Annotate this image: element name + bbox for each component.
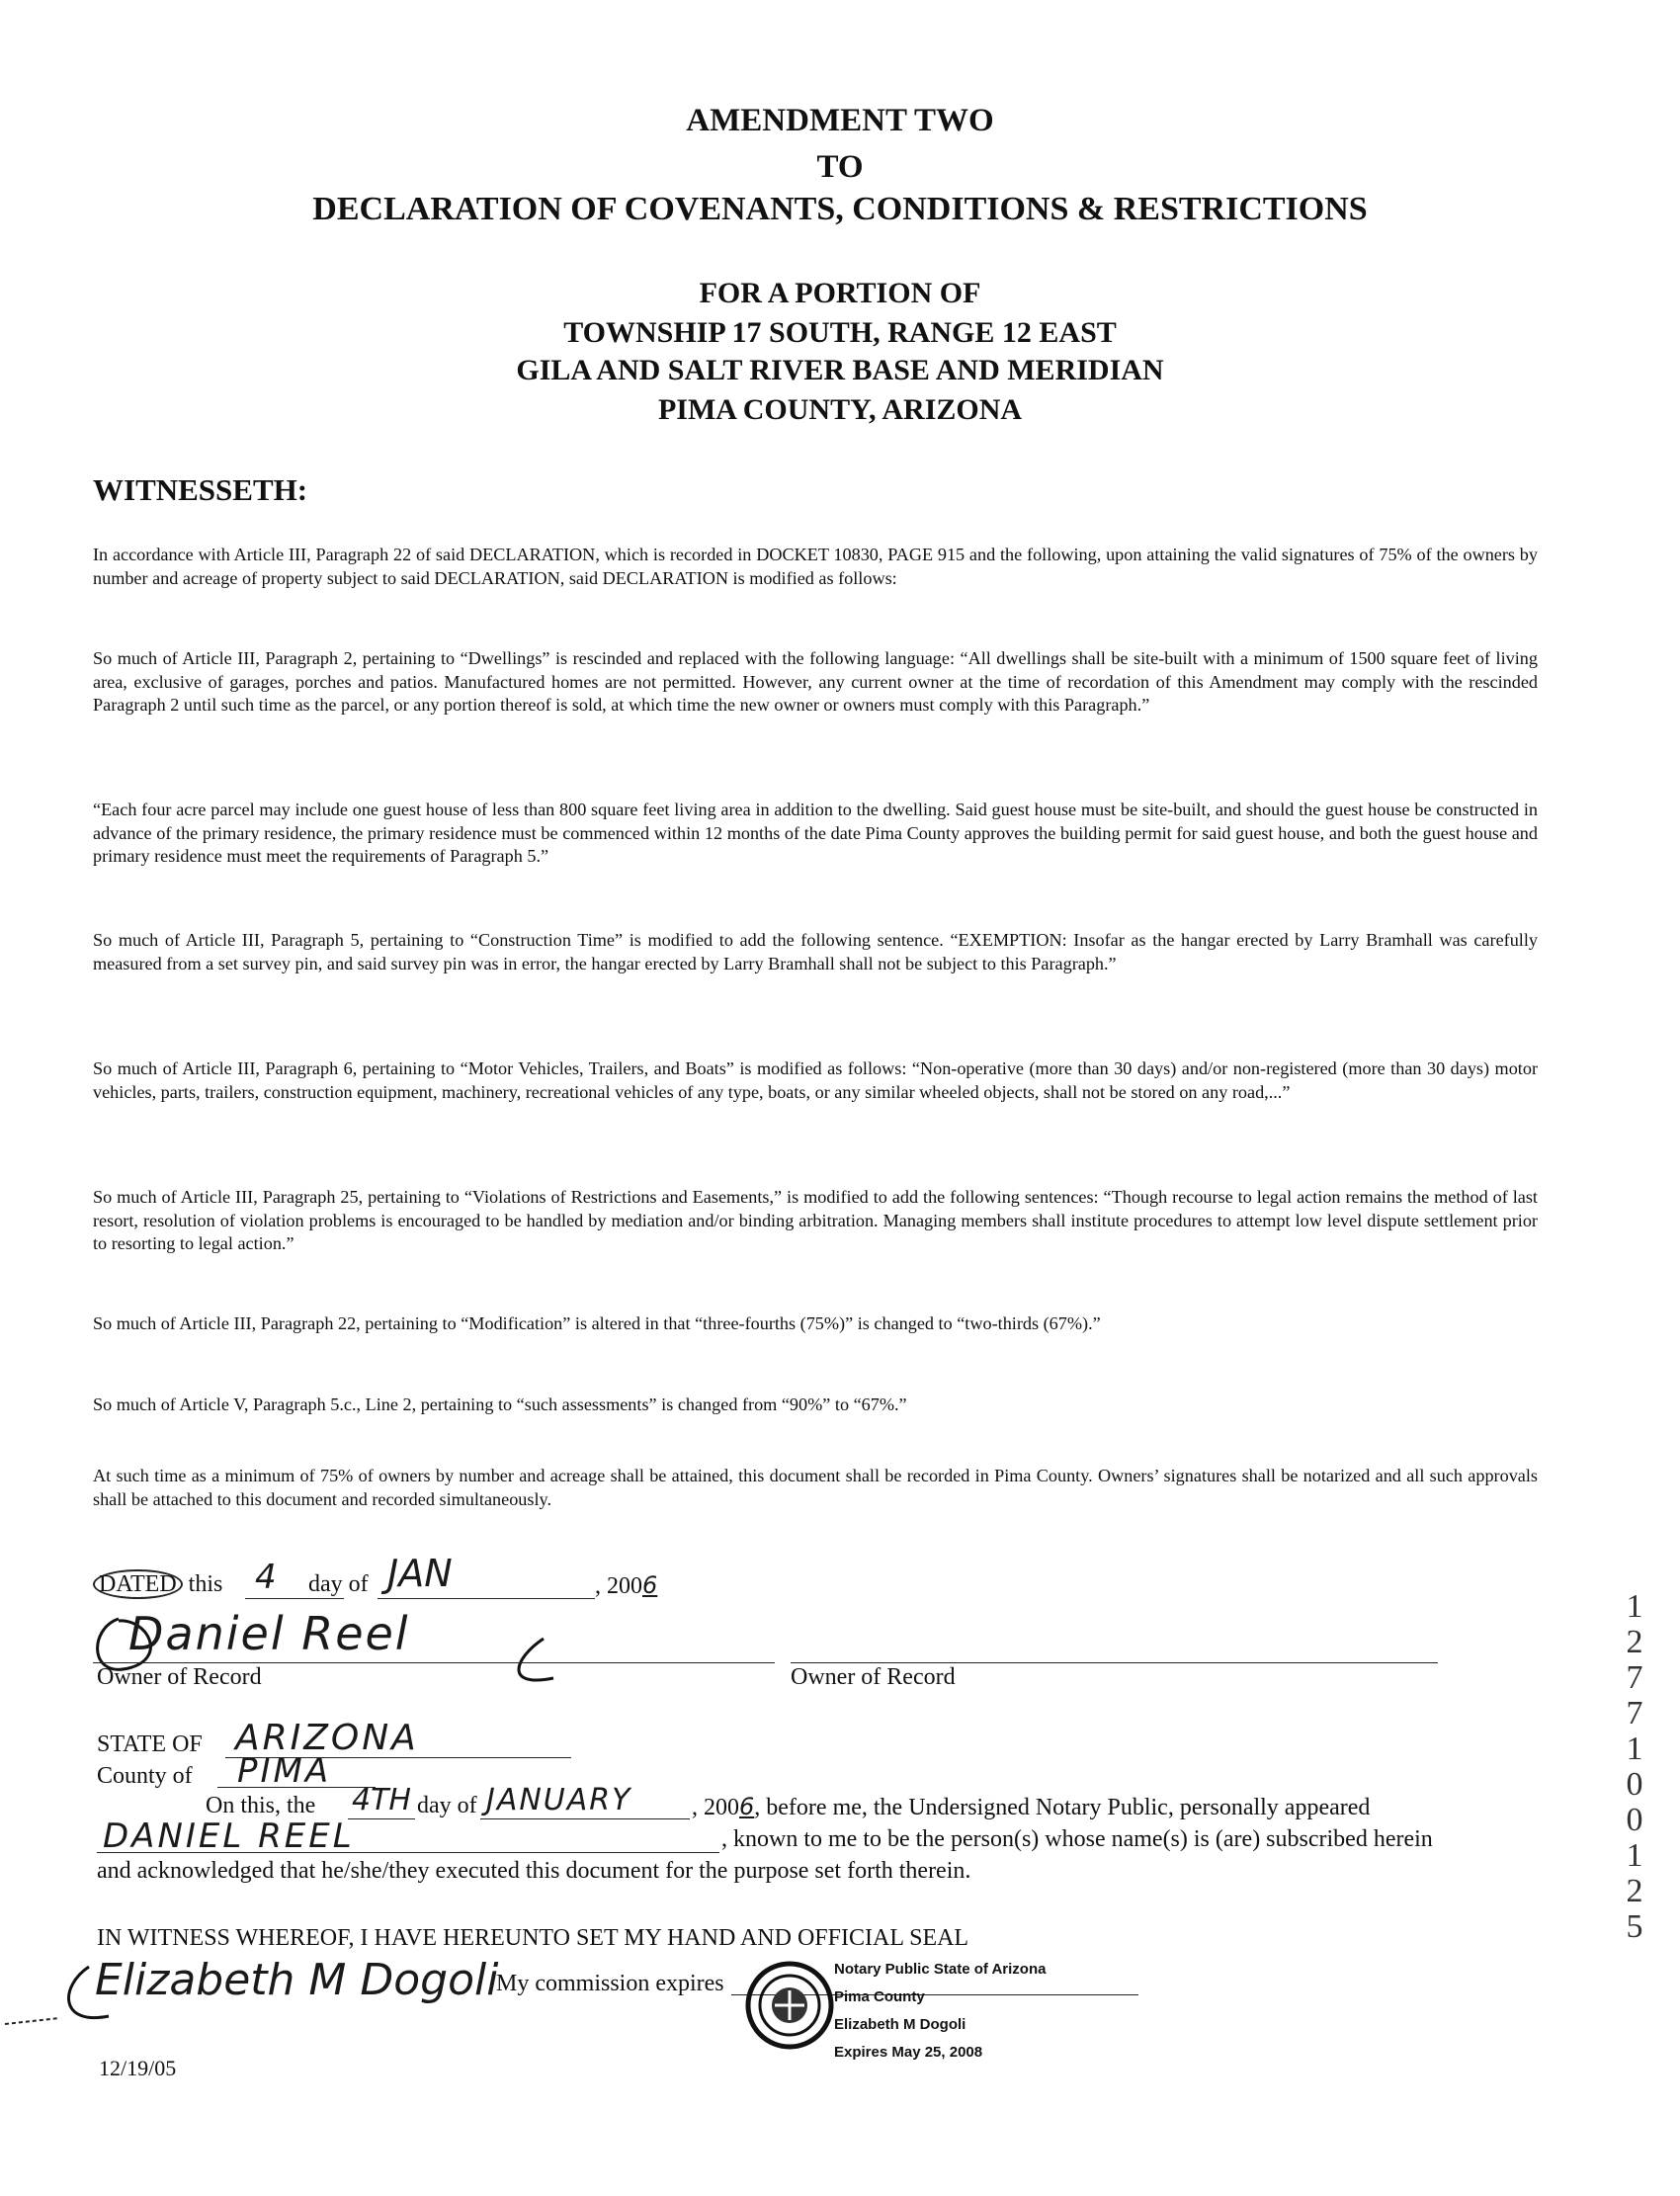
state-label: STATE OF — [97, 1731, 203, 1757]
county-label: County of — [97, 1763, 193, 1789]
owner-signature: Daniel Reel — [128, 1607, 410, 1660]
state-handwritten: ARIZONA — [235, 1718, 419, 1758]
recording-digit: 7 — [1626, 1659, 1643, 1696]
notary-year-digit: 6 — [739, 1793, 755, 1820]
witnesseth-heading: WITNESSETH: — [93, 472, 308, 507]
notary-year-line — [692, 1793, 1370, 1821]
document-title-line1: AMENDMENT TWO — [686, 103, 994, 138]
subtitle-line1: FOR A PORTION OF — [699, 277, 981, 309]
in-witness-text: IN WITNESS WHEREOF, I HAVE HEREUNTO SET MY HAND AND OFFICIAL SEAL — [97, 1925, 969, 1951]
dated-month-handwritten: JAN — [387, 1552, 453, 1595]
paragraph-motor-vehicles: So much of Article III, Paragraph 6, pertaining to “Motor Vehicles, Trailers, and Boats” is modified as follows: “Non-operative (more than 30 days) and/or non-registered (more than 30 days) motor vehicles, parts, trailers, construction equipment, machinery, recreational vehicles of any type, boats, or any similar wheeled objects, shall not be stored on any road,...” — [93, 1058, 1538, 1102]
day-of-label: day of — [308, 1571, 369, 1597]
year-prefix: , 200 — [595, 1573, 642, 1599]
dated-year — [595, 1571, 657, 1600]
recording-digit: 2 — [1626, 1873, 1643, 1909]
paragraph-guest-house: “Each four acre parcel may include one guest house of less than 800 square feet living area in addition to the dwelling. Said guest house must be site-built, and should the guest house be constructed in advance of the primary residence, the primary residence must be commenced within 12 months of the date Pima County approves the building permit for said guest house, and both the guest house and primary residence must meet the requirements of Paragraph 5.” — [93, 800, 1538, 866]
stamp-line3: Elizabeth M Dogoli — [834, 2016, 966, 2033]
appeared-person-handwritten: DANIEL REEL — [103, 1816, 355, 1856]
dated-line — [93, 1571, 222, 1598]
recording-digit: 1 — [1626, 1837, 1643, 1874]
commission-expires-label: My commission expires — [496, 1971, 724, 1996]
year-digit-handwritten: 6 — [642, 1571, 658, 1599]
paragraph-modification: So much of Article III, Paragraph 22, pertaining to “Modification” is altered in that “three-fourths (75%)” is changed to “two-thirds (67%).” — [93, 1313, 1101, 1333]
acknowledged-text: and acknowledged that he/she/they executed this document for the purpose set forth therein. — [97, 1858, 971, 1884]
county-handwritten: PIMA — [237, 1751, 332, 1791]
footer-date: 12/19/05 — [99, 2056, 177, 2080]
this-label: this — [188, 1571, 223, 1597]
recording-digit: 1 — [1626, 1588, 1643, 1625]
notary-year-prefix: , 200 — [692, 1795, 739, 1820]
dated-day-handwritten: 4 — [255, 1558, 277, 1597]
subtitle-line4: PIMA COUNTY, ARIZONA — [657, 393, 1023, 426]
recording-digit: 1 — [1626, 1731, 1643, 1767]
subtitle-line2: TOWNSHIP 17 SOUTH, RANGE 12 EAST — [563, 316, 1117, 349]
paragraph-recording: At such time as a minimum of 75% of owners by number and acreage shall be attained, this document shall be recorded in Pima County. Owners’ signatures shall be notarized and all such approvals shall be attached to this document and recorded simultaneously. — [93, 1466, 1538, 1509]
paragraph-intro: In accordance with Article III, Paragraph 22 of said DECLARATION, which is recorded in DOCKET 10830, PAGE 915 and the following, upon attaining the valid signatures of 75% of the owners by number and acreage of property subject to said DECLARATION, said DECLARATION is modified as follows: — [93, 545, 1538, 588]
recording-digit: 0 — [1626, 1766, 1643, 1803]
recording-digit: 2 — [1626, 1624, 1643, 1660]
notary-day-of-label: day of — [417, 1793, 477, 1818]
recording-digit: 7 — [1626, 1695, 1643, 1731]
paragraph-violations: So much of Article III, Paragraph 25, pertaining to “Violations of Restrictions and Easements,” is modified to add the following sentences: “Though recourse to legal action remains the method of last resort, resolution of violation problems is encouraged to be handled by mediation and/or binding arbitration. Managing members shall institute procedures to attempt low level dispute settlement prior to resorting to legal action.” — [93, 1187, 1538, 1253]
paragraph-dwellings: So much of Article III, Paragraph 2, pertaining to “Dwellings” is rescinded and replaced with the following language: “All dwellings shall be site-built with a minimum of 1500 square feet of living area, exclusive of garages, porches and patios. Manufactured homes are not permitted. However, any current owner at the time of recordation of this Amendment may comply with the rescinded Paragraph 2 until such time as the parcel, or any portion thereof is sold, at which time the new owner or owners must comply with this Paragraph.” — [93, 648, 1538, 715]
dated-label: DATED — [93, 1569, 183, 1599]
stamp-line1: Notary Public State of Arizona — [834, 1961, 1047, 1978]
notary-signature: Elizabeth M Dogoli — [95, 1955, 499, 2005]
stamp-line2: Pima County — [834, 1988, 925, 2005]
paragraph-assessments: So much of Article V, Paragraph 5.c., Line 2, pertaining to “such assessments” is changed from “90%” to “67%.” — [93, 1394, 907, 1414]
owner-of-record-right: Owner of Record — [791, 1664, 956, 1690]
notary-day-handwritten: 4TH — [352, 1783, 411, 1817]
subtitle-line3: GILA AND SALT RIVER BASE AND MERIDIAN — [516, 354, 1164, 386]
on-this-label: On this, the — [206, 1793, 316, 1818]
notary-month-handwritten: JANUARY — [486, 1783, 632, 1817]
document-title-line3: DECLARATION OF COVENANTS, CONDITIONS & RESTRICTIONS — [312, 191, 1368, 227]
known-to-me-text: , known to me to be the person(s) whose name(s) is (are) subscribed herein — [721, 1826, 1433, 1852]
paragraph-construction-time: So much of Article III, Paragraph 5, pertaining to “Construction Time” is modified to add the following sentence. “EXEMPTION: Insofar as the hangar erected by Larry Bramhall was carefully measured from a set survey pin, and said survey pin was in error, the hangar erected by Larry Bramhall shall not be subject to this Paragraph.” — [93, 930, 1538, 973]
stamp-line4: Expires May 25, 2008 — [834, 2044, 983, 2061]
notary-seal-icon — [745, 1961, 834, 2050]
owner-of-record-left: Owner of Record — [97, 1664, 262, 1690]
document-title-line2: TO — [816, 149, 864, 185]
before-me-text: , before me, the Undersigned Notary Public, personally appeared — [754, 1795, 1371, 1820]
recording-digit: 5 — [1626, 1908, 1643, 1945]
recording-digit: 0 — [1626, 1802, 1643, 1838]
recording-number — [1621, 1589, 1648, 1945]
